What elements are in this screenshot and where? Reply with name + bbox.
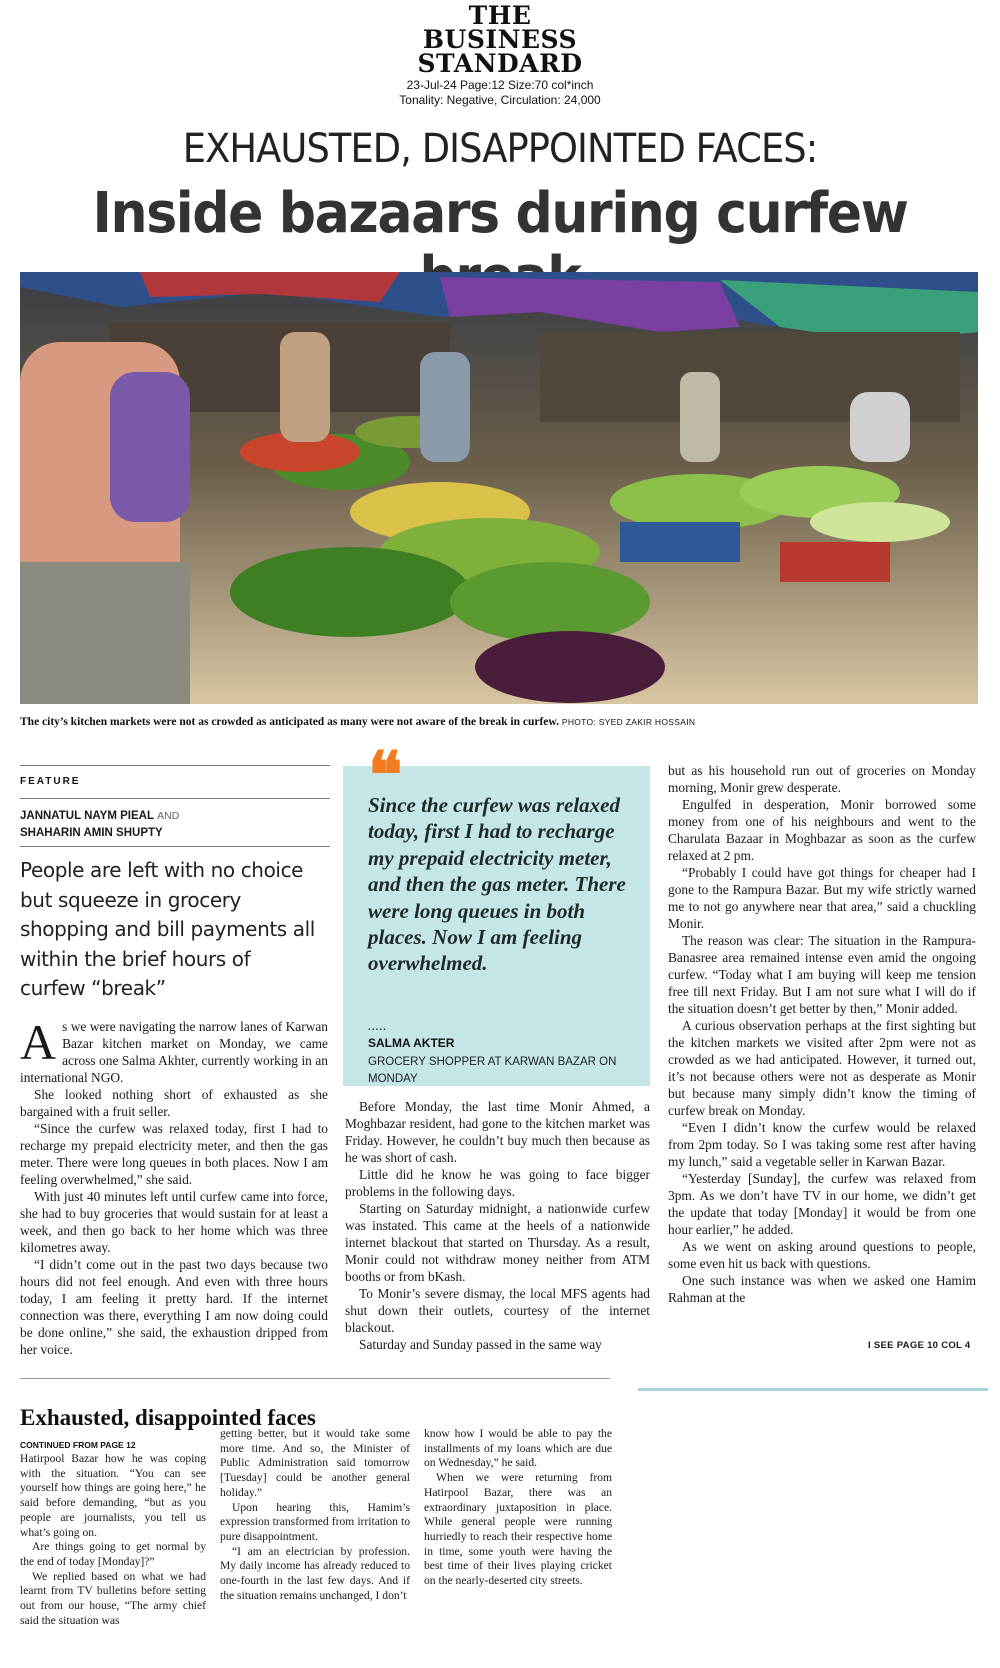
paragraph: getting better, but it would take some more time. And so, the Minister of Public Administration said tomorrow [Tuesday] could be another general holiday.” [220, 1427, 410, 1499]
author-name: JANNATUL NAYM PIEAL [20, 810, 154, 822]
pull-quote-separator: ..... [368, 1022, 387, 1033]
market-photo [20, 272, 978, 704]
continuation-column-1 [20, 1452, 206, 1628]
column-rule [20, 798, 330, 799]
article-headline: Inside bazaars during curfew [92, 181, 908, 246]
clipping-date-page: 23-Jul-24 Page:12 Size:70 col*inch [406, 78, 594, 92]
paragraph: One such instance was when we asked one Hamim Rahman at the [668, 1273, 976, 1305]
paragraph: With just 40 minutes left until curfew came into force, she had to buy groceries that would sustain for at least a week, and then go back to her home which was three kilometres away. [20, 1189, 328, 1255]
paragraph-text: s we were navigating the narrow lanes of Karwan Bazar kitchen market on Monday, we came across one Salma Akhter, currently working in an international NGO. [20, 1019, 328, 1085]
pull-quote-text: Since the curfew was relaxed today, first I had to recharge my prepaid electricity meter, and then the gas meter. There were long queues in both places. Now I am feeling overwhelmed. [368, 793, 626, 976]
section-divider [20, 1378, 610, 1379]
jump-line: I SEE PAGE 10 COL 4 [868, 1340, 971, 1351]
paragraph: Saturday and Sunday passed in the same way [359, 1337, 602, 1352]
article-column-2 [345, 1098, 650, 1353]
author-name: SHAHARIN AMIN SHUPTY [20, 827, 163, 839]
pull-quote-role: GROCERY SHOPPER AT KARWAN BAZAR ON MONDAY [368, 1056, 617, 1085]
paragraph: Hatirpool Bazar how he was coping with the situation. “You can see yourself how things are going here,” he said before demanding, “but as you people are journalists, you tell us what’s going on. [20, 1452, 206, 1539]
continuation-column-3 [424, 1427, 612, 1589]
masthead-line: STANDARD [417, 49, 583, 78]
paragraph: but as his household run out of groceries on Monday morning, Monir grew desperate. [668, 763, 976, 795]
clipping-tonality: Tonality: Negative, Circulation: 24,000 [399, 93, 601, 107]
quote-mark-icon: ❝ [368, 738, 403, 813]
paragraph: When we were returning from Hatirpool Bazar, there was an extraordinary juxtaposition in place. While general people were running hurriedly to reach their respective home in time, some youth were having the best time of their lives playing cricket on the nearly-deserted city streets. [424, 1471, 612, 1588]
blue-divider [638, 1388, 988, 1391]
paragraph: Little did he know he was going to face bigger problems in the following days. [345, 1167, 650, 1199]
article-column-3 [668, 762, 976, 1306]
market-photo-illustration [20, 272, 978, 704]
newspaper-masthead [0, 1, 1000, 78]
photo-credit: PHOTO: SYED ZAKIR HOSSAIN [561, 717, 696, 727]
photo-caption [20, 716, 980, 728]
column-rule [20, 765, 330, 766]
continuation-headline: Exhausted, disappointed faces [20, 1405, 316, 1430]
paragraph: “I am an electrician by profession. My daily income has already reduced to one-fourth in the last few days. And if the situation remains unchanged, I don’t [220, 1544, 410, 1602]
masthead-line: THE [468, 1, 532, 30]
paragraph: Before Monday, the last time Monir Ahmed, a Moghbazar resident, had gone to the kitchen market was Friday. However, he couldn’t buy much then because as he was short of cash. [345, 1099, 650, 1165]
drop-cap: A [20, 1014, 57, 1070]
paragraph: She looked nothing short of exhausted as she bargained with a fruit seller. [20, 1087, 328, 1119]
continuation-column-2 [220, 1427, 410, 1603]
article-kicker: EXHAUSTED, DISAPPOINTED FACES: [182, 126, 818, 172]
article-column-1 [20, 1014, 328, 1358]
pull-quote-name: SALMA AKTER [368, 1036, 455, 1050]
photo-caption-text: The city’s kitchen markets were not as crowded as anticipated as many were not aware of the break in curfew. [20, 716, 559, 728]
masthead-line: BUSINESS [422, 25, 578, 54]
paragraph: “Yesterday [Sunday], the curfew was relaxed from 3pm. As we don’t have TV in our home, we didn’t get the update that today [Monday] it would be from one hour earlier,” he added. [668, 1171, 976, 1237]
paragraph: We replied based on what we had learnt from TV bulletins before setting out from our house, “The army chief said the situation was [20, 1569, 206, 1627]
paragraph: Upon hearing this, Hamim’s expression transformed from irritation to pure disappointment. [220, 1500, 410, 1543]
paragraph: The reason was clear: The situation in the Rampura-Banasree area remained intense even amid the ongoing curfew. “Today what I am buying will keep me tension free till next Friday. But I am not sure what I will do if the situation doesn’t get better by then,” Monir added. [668, 933, 976, 1016]
paragraph: know how I would be able to pay the installments of my loans which are due on Wednesday,” he said. [424, 1427, 612, 1470]
paragraph: Starting on Saturday midnight, a nationwide curfew was instated. This came at the heels of a nationwide internet blackout that started on Thursday. As a result, Monir could not withdraw money neither from ATM booths or from bKash. [345, 1201, 650, 1284]
paragraph: As we went on asking around questions to people, some even hit us back with questions. [668, 1239, 976, 1271]
paragraph: A curious observation perhaps at the first sighting but the kitchen markets we visited after 2pm were not as crowded as we had anticipated. However, it turned out, it’s not because others were not as desperate as Monir but because many simply didn’t know the timing of curfew break on Monday. [668, 1018, 976, 1118]
byline-and: AND [157, 810, 180, 822]
paragraph: To Monir’s severe dismay, the local MFS agents had shut down their outlets, courtesy of the internet blackout. [345, 1286, 650, 1335]
paragraph [20, 1014, 328, 1086]
byline [20, 808, 330, 842]
section-label: FEATURE [20, 776, 81, 787]
paragraph: “Since the curfew was relaxed today, first I had to recharge my prepaid electricity meter, and then the gas meter. There were long queues in both places. Now I am feeling overwhelmed,” she said. [20, 1121, 328, 1187]
paragraph: Are things going to get normal by the end of today [Monday]?” [20, 1540, 206, 1568]
paragraph: “Even I didn’t know the curfew would be relaxed from 2pm today. So I was taking some rest after having my lunch,” said a vegetable seller in Karwan Bazar. [668, 1120, 976, 1169]
paragraph: Engulfed in desperation, Monir borrowed some money from one of his neighbours and went to the Charulata Bazaar in Moghbazar as soon as the curfew relaxed at 2 pm. [668, 797, 976, 863]
column-rule [20, 846, 330, 847]
paragraph: “I didn’t come out in the past two days because two hours did not feel enough. And even with three hours today, I am feeling it pretty hard. If the internet connection was there, everything I am now doing could be done online,” she said, the exhaustion dripped from her voice. [20, 1257, 328, 1357]
article-deck: People are left with no choice but squeeze in grocery shopping and bill payments all within the brief hours of curfew “break” [20, 858, 315, 1000]
paragraph: “Probably I could have got things for cheaper had I gone to the Rampura Bazar. But my wife strictly warned me to not go anywhere near that area,” said a chuckling Monir. [668, 865, 976, 931]
continuation-label: CONTINUED FROM PAGE 12 [20, 1440, 136, 1450]
clipping-metadata [0, 78, 1000, 108]
